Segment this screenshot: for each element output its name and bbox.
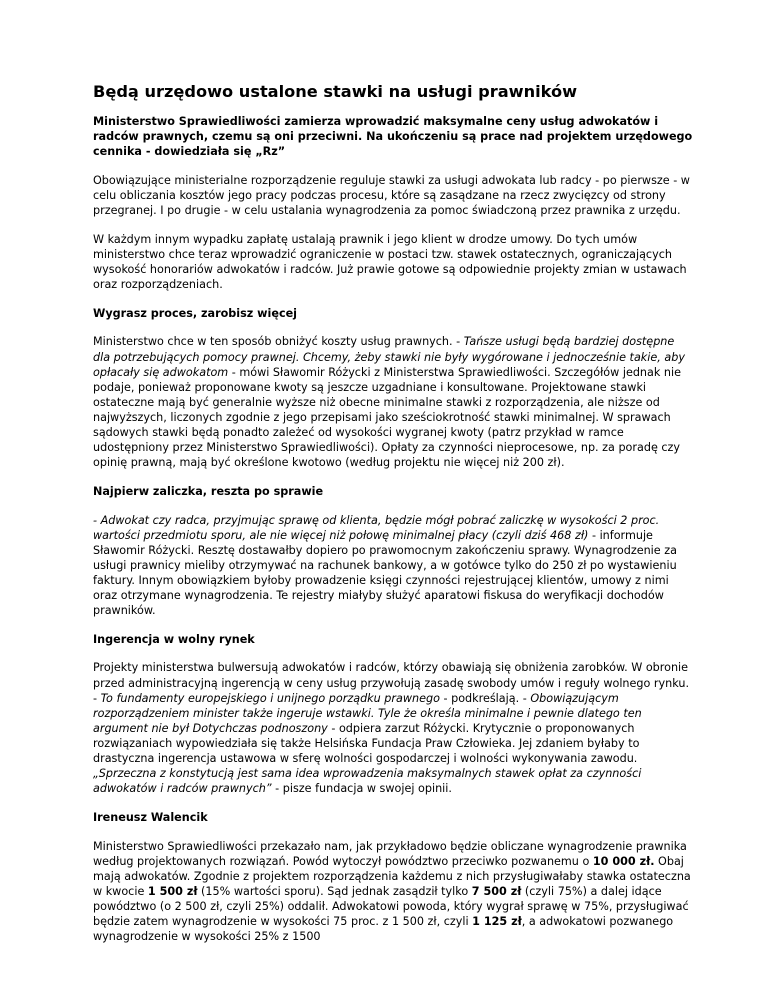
text-run: Obaj mają adwokatów. Zgodnie z projektem rozporządzenia każdemu z nich przysługiwałaby stawka ostateczna w kwocie xyxy=(93,854,691,898)
amount: 1 500 zł xyxy=(147,884,198,898)
text-run: - mówi Sławomir Różycki z Ministerstwa Sprawiedliwości. Szczegółów jednak nie podaje, ponieważ proponowane kwoty są jeszcze uzgadniane i konsultowane. Projektowane stawki ostateczne mają być generalnie wyższe niż obecne minimalne stawki z rozporządzenia, ale niższe od najwyższych, liczonych zgodnie z jego przepisami jako sześciokrotność stawki minimalnej. W sprawach sądowych stawki będą ponadto zależeć od wysokości wygranej kwoty (patrz przykład w ramce udostępniony przez Ministerstwo Sprawiedliwości). Opłaty za czynności nieprocesowe, np. za poradę czy opinię prawną, mają być określone kwotowo (według projektu nie więcej niż 200 zł). xyxy=(93,365,681,470)
text-run: - informuje Sławomir Różycki. Resztę dostawałby dopiero po prawomocnym zakończeniu sprawy. Wynagrodzenie za usługi prawnicy mieliby otrzymywać na rachunek bankowy, a w gotówce tylko do 250 zł po wystawieniu faktury. Innym obowiązkiem byłoby prowadzenie księgi czynności rejestrującej klientów, umowy z nimi oraz otrzymane wynagrodzenia. Te rejestry miałyby służyć aparatowi fiskusa do weryfikacji dochodów prawników. xyxy=(93,528,677,618)
article-title: Będą urzędowo ustalone stawki na usługi prawników xyxy=(93,82,578,101)
paragraph-intro-1: Obowiązujące ministerialne rozporządzenie reguluje stawki za usługi adwokata lub radcy - po pierwsze - w celu obliczania kosztów jego pracy podczas procesu, które są zasądzane na rzecz zwycięzcy od strony przegranej. I po drugie - w celu ustalania wynagrodzenia za pomoc świadczoną przez prawnika z urzędu. xyxy=(93,173,690,218)
quote: Tańsze usługi będą bardziej dostępne dla potrzebujących pomocy prawnej. Chcemy, żeby stawki nie były wygórowane i jednocześnie takie, aby opłacały się adwokatom xyxy=(93,335,685,379)
paragraph-section-3 xyxy=(93,660,693,796)
quote: Obowiązującym rozporządzeniem minister także ingeruje wstawki. Tyle że określa minimalne i pewnie dlatego ten argument nie był Dotychczas podnoszony xyxy=(93,691,642,735)
amount: 1 125 zł xyxy=(472,915,522,929)
text-run: Ministerstwo Sprawiedliwości przekazało nam, jak przykładowo będzie obliczane wynagrodzenie prawnika według projektowanych rozwiązań. Powód wytoczył powództwo przeciwko pozwanemu o xyxy=(93,839,687,868)
text-run: - podkreślają. - xyxy=(439,691,531,705)
text-run: , a adwokatowi pozwanego wynagrodzenie w wysokości 25% z 1500 xyxy=(93,915,674,944)
text-run: - pisze fundacja w swojej opinii. xyxy=(271,782,452,796)
section-heading-zaliczka: Najpierw zaliczka, reszta po sprawie xyxy=(93,484,324,498)
paragraph-intro-2: W każdym innym wypadku zapłatę ustalają prawnik i jego klient w drodze umowy. Do tych umów ministerstwo chce teraz wprowadzić ograniczenie w postaci tzw. stawek ostatecznych, ograniczających wysokość honorariów adwokatów i radców. Już prawie gotowe są odpowiednie projekty zmian w ustawach oraz rozporządzeniach. xyxy=(93,232,687,292)
section-heading-wygrasz: Wygrasz proces, zarobisz więcej xyxy=(93,306,297,320)
paragraph-section-1 xyxy=(93,334,693,470)
paragraph-section-4 xyxy=(93,839,693,945)
quote: „Sprzeczna z konstytucją jest sama idea wprowadzenia maksymalnych stawek opłat za czynności adwokatów i radców prawnych” xyxy=(93,767,642,796)
text-run: Projekty ministerstwa bulwersują adwokatów i radców, którzy obawiają się obniżenia zarobków. W obronie przed administracyjną ingerencją w ceny usług przywołują zasadę swobody umów i reguły wolnego rynku. - xyxy=(93,661,690,705)
text-run: - odpiera zarzut Różycki. Krytycznie o proponowanych rozwiązaniach wypowiedziała się także Helsińska Fundacja Praw Człowieka. Jej zdaniem byłaby to drastyczna ingerencja ustawowa w sferę wolności gospodarczej i wolności wykonywania zawodu. xyxy=(93,721,640,766)
quote: - Adwokat czy radca, przyjmując sprawę od klienta, będzie mógł pobrać zaliczkę w wysokości 2 proc. wartości przedmiotu sporu, ale nie więcej niż połowę minimalnej płacy (czyli dziś 468 zł) xyxy=(93,513,660,542)
article-lead: Ministerstwo Sprawiedliwości zamierza wprowadzić maksymalne ceny usług adwokatów i radców prawnych, czemu są oni przeciwni. Na ukończeniu są prace nad projektem urzędowego cennika - dowiedziała się „Rz” xyxy=(93,115,693,159)
paragraph-section-2 xyxy=(93,513,693,619)
amount: 7 500 zł xyxy=(471,884,522,898)
quote: To fundamenty europejskiego i unijnego porządku prawnego xyxy=(100,691,440,705)
article xyxy=(93,82,693,958)
section-heading-ingerencja: Ingerencja w wolny rynek xyxy=(93,632,255,646)
text-run: (czyli 75%) a dalej idące powództwo (o 2 500 zł, czyli 25%) oddalił. Adwokatowi powoda, który wygrał sprawę w 75%, przysługiwać będzie zatem wynagrodzenie w wysokości 75 proc. z 1 500 zł, czyli xyxy=(93,884,689,929)
text-run: Ministerstwo chce w ten sposób obniżyć koszty usług prawnych. - xyxy=(93,335,464,349)
text-run: (15% wartości sporu). Sąd jednak zasądził tylko xyxy=(197,884,472,898)
section-heading-author: Ireneusz Walencik xyxy=(93,810,208,824)
amount: 10 000 zł. xyxy=(592,854,655,868)
